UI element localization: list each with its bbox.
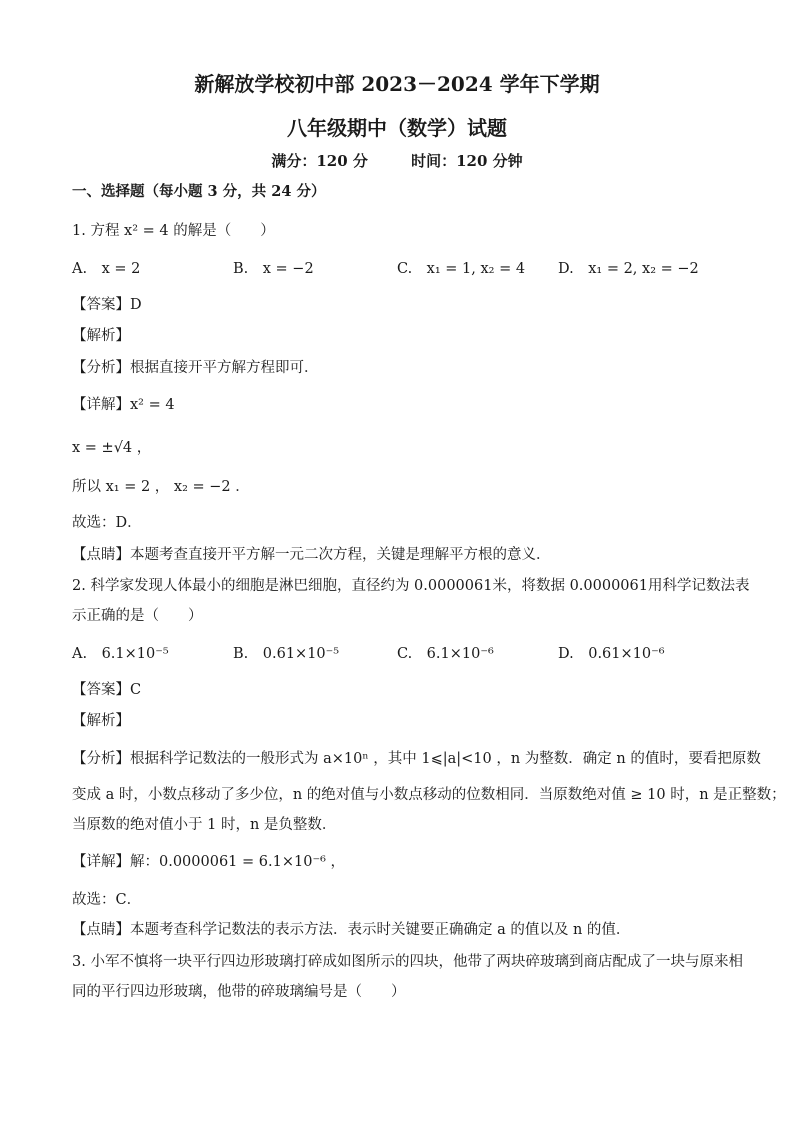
exam-title: 新解放学校初中部 2023－2024 学年下学期 bbox=[194, 72, 600, 96]
q1-option-b: B. x = −2 bbox=[233, 261, 314, 277]
q1-step2: 所以 x₁ = 2 ， x₂ = −2 ． bbox=[72, 479, 250, 495]
q1-fenxi: 【分析】根据直接开平方解方程即可． bbox=[72, 360, 319, 376]
exam-meta bbox=[0, 150, 794, 171]
q2-option-b: B. 0.61×10⁻⁵ bbox=[233, 646, 340, 662]
q2-option-c: C. 6.1×10⁻⁶ bbox=[397, 646, 494, 662]
q2-fenxi-line3: 当原数的绝对值小于 1 时，n 是负整数． bbox=[72, 817, 337, 833]
exam-subtitle: 八年级期中（数学）试题 bbox=[287, 116, 507, 140]
q3-stem-line1: 3. 小军不慎将一块平行四边形玻璃打碎成如图所示的四块，他带了两块碎玻璃到商店配成了一块与原来相 bbox=[72, 954, 743, 970]
q1-answer: 【答案】D bbox=[72, 297, 142, 313]
q2-dianjing: 【点睛】本题考查科学记数法的表示方法．表示时关键要正确确定 a 的值以及 n 的值． bbox=[72, 922, 631, 938]
q2-detail: 【详解】解：0.0000061 = 6.1×10⁻⁶ ， bbox=[72, 854, 346, 870]
q1-analysis-label: 【解析】 bbox=[72, 328, 130, 344]
q2-option-a: A. 6.1×10⁻⁵ bbox=[72, 646, 169, 662]
q1-step1: x = ±√4 ， bbox=[72, 440, 152, 456]
q1-option-d: D. x₁ = 2, x₂ = −2 bbox=[558, 261, 699, 277]
exam-time: 时间：120 分钟 bbox=[411, 152, 523, 170]
q1-option-c: C. x₁ = 1, x₂ = 4 bbox=[397, 261, 526, 277]
section-heading: 一、选择题（每小题 3 分，共 24 分） bbox=[72, 183, 326, 200]
q2-fenxi-line2: 变成 a 时，小数点移动了多少位，n 的绝对值与小数点移动的位数相同．当原数绝对值 ≥ 10 时，n 是正整数； bbox=[72, 787, 786, 803]
q2-fenxi-line1: 【分析】根据科学记数法的一般形式为 a×10ⁿ ，其中 1⩽|a|<10 ，n 为整数．确定 n 的值时，要看把原数 bbox=[72, 751, 761, 767]
full-score: 满分：120 分 bbox=[271, 152, 368, 170]
q1-choice: 故选：D． bbox=[72, 515, 142, 531]
q2-answer: 【答案】C bbox=[72, 682, 142, 698]
q2-option-d: D. 0.61×10⁻⁶ bbox=[558, 646, 665, 662]
q2-analysis-label: 【解析】 bbox=[72, 713, 130, 729]
q1-stem: 1. 方程 x² = 4 的解是（ ） bbox=[72, 223, 275, 239]
q2-stem-line2: 示正确的是（ ） bbox=[72, 608, 203, 624]
q3-stem-line2: 同的平行四边形玻璃，他带的碎玻璃编号是（ ） bbox=[72, 984, 406, 1000]
q1-option-a: A. x = 2 bbox=[72, 261, 141, 277]
q2-stem-line1: 2. 科学家发现人体最小的细胞是淋巴细胞，直径约为 0.0000061米，将数据 0.0000061用科学记数法表 bbox=[72, 578, 750, 594]
q2-choice: 故选：C． bbox=[72, 892, 142, 908]
q1-detail: 【详解】x² = 4 bbox=[72, 397, 175, 413]
q1-dianjing: 【点睛】本题考查直接开平方解一元二次方程，关键是理解平方根的意义． bbox=[72, 547, 551, 563]
